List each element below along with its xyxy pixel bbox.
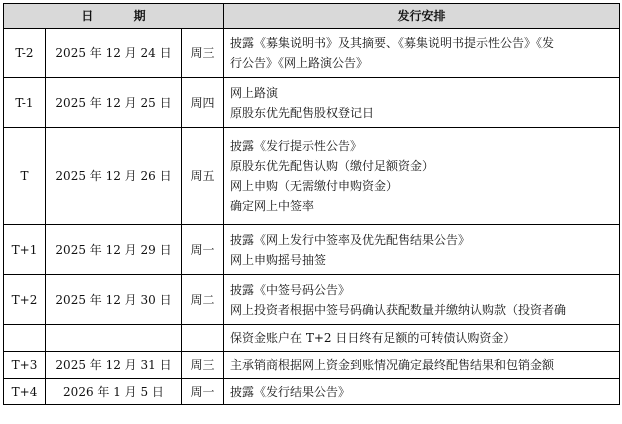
- arrangement-cell: [224, 325, 620, 352]
- arrangement-line: 披露《网上发行中签率及优先配售结果公告》: [230, 232, 471, 247]
- date-cell: 2025 年 12 月 29 日: [46, 225, 182, 275]
- date-cell: 2025 年 12 月 30 日: [46, 275, 182, 325]
- arrangement-cell: [224, 29, 620, 78]
- table-row: [4, 275, 620, 325]
- arrangement-cell: [224, 128, 620, 225]
- day-cell: [4, 325, 46, 352]
- arrangement-line: 网上申购摇号抽签: [230, 252, 327, 267]
- arrangement-line: 保资金账户在 T+2 日日终有足额的可转债认购资金）: [230, 331, 516, 345]
- date-cell: 2025 年 12 月 31 日: [46, 352, 182, 379]
- day-cell: T-1: [4, 78, 46, 128]
- table-row: [4, 352, 620, 379]
- arrangement-line: 网上投资者根据中签号码确认获配数量并缴纳认购款（投资者确: [230, 302, 567, 317]
- table-row: [4, 29, 620, 78]
- date-cell: 2025 年 12 月 26 日: [46, 128, 182, 225]
- weekday-cell: 周三: [182, 352, 224, 379]
- day-cell: T-2: [4, 29, 46, 78]
- arrangement-line: 网上路演: [230, 85, 279, 100]
- weekday-cell: 周四: [182, 78, 224, 128]
- arrangement-line: 原股东优先配售认购（缴付足额资金）: [230, 159, 435, 173]
- weekday-cell: 周三: [182, 29, 224, 78]
- weekday-cell: 周二: [182, 275, 224, 325]
- date-cell: [46, 325, 182, 352]
- header-date: 日 期: [4, 4, 224, 29]
- date-cell: 2026 年 1 月 5 日: [46, 379, 182, 405]
- arrangement-line: 原股东优先配售股权登记日: [230, 105, 375, 120]
- table-row: [4, 128, 620, 225]
- day-cell: T+2: [4, 275, 46, 325]
- table-row: [4, 78, 620, 128]
- header-arrangement: 发行安排: [224, 4, 620, 29]
- header-row: [4, 4, 620, 29]
- issuance-schedule-table: [3, 3, 620, 405]
- day-cell: T+1: [4, 225, 46, 275]
- day-cell: T: [4, 128, 46, 225]
- weekday-cell: 周五: [182, 128, 224, 225]
- day-cell: T+3: [4, 352, 46, 379]
- date-cell: 2025 年 12 月 25 日: [46, 78, 182, 128]
- arrangement-line: 披露《中签号码公告》: [230, 282, 351, 297]
- table-row: [4, 325, 620, 352]
- arrangement-cell: [224, 379, 620, 405]
- day-cell: T+4: [4, 379, 46, 405]
- table-row: [4, 379, 620, 405]
- arrangement-line: 网上申购（无需缴付申购资金）: [230, 179, 399, 193]
- table-row: [4, 225, 620, 275]
- weekday-cell: [182, 325, 224, 352]
- date-cell: 2025 年 12 月 24 日: [46, 29, 182, 78]
- arrangement-line: 披露《募集说明书》及其摘要、《募集说明书提示性公告》《发: [230, 36, 555, 50]
- weekday-cell: 周一: [182, 225, 224, 275]
- arrangement-line: 行公告》《网上路演公告》: [230, 56, 369, 70]
- arrangement-cell: [224, 78, 620, 128]
- arrangement-cell: [224, 352, 620, 379]
- arrangement-cell: [224, 225, 620, 275]
- arrangement-cell: [224, 275, 620, 325]
- arrangement-line: 披露《发行提示性公告》: [230, 139, 363, 153]
- arrangement-line: 主承销商根据网上资金到账情况确定最终配售结果和包销金额: [230, 358, 555, 372]
- weekday-cell: 周一: [182, 379, 224, 405]
- arrangement-line: 披露《发行结果公告》: [230, 384, 351, 399]
- arrangement-line: 确定网上中签率: [230, 199, 315, 213]
